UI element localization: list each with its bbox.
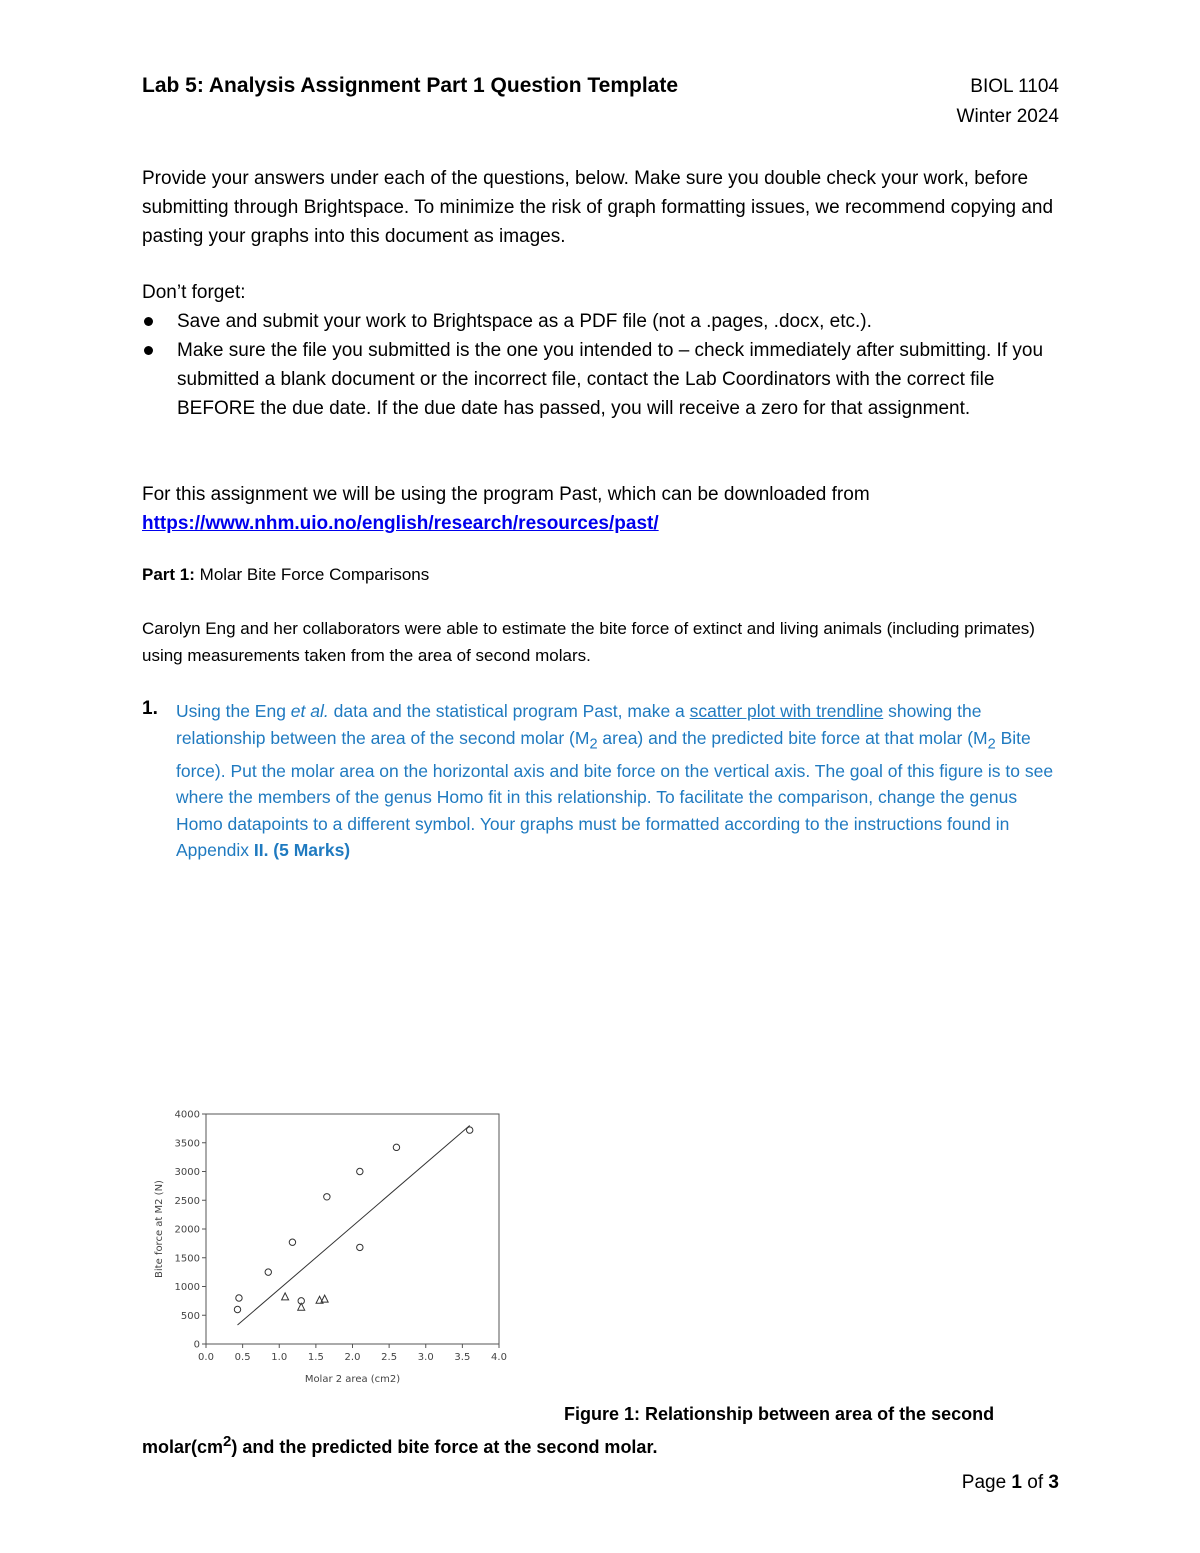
context-paragraph: Carolyn Eng and her collaborators were able to estimate the bite force of extinct and living animals (including primates) using measurements taken from the area of second molars. [142, 619, 1035, 665]
primate-datapoint [467, 1127, 473, 1133]
current-page: 1 [1011, 1472, 1022, 1493]
question-text-part: data and the statistical program Past, make a [328, 701, 690, 721]
reminder-list [142, 307, 1062, 423]
page-footer [962, 1472, 1059, 1494]
course-code: BIOL 1104 [970, 76, 1059, 97]
superscript: 2 [223, 1433, 232, 1450]
scatter-plot-link[interactable]: scatter plot with trendline [689, 701, 884, 721]
list-item [142, 336, 1062, 423]
footer-page-word: Page [961, 1472, 1007, 1493]
appendix-ref: II. [253, 840, 269, 860]
question-text-part: Using the Eng [176, 701, 291, 721]
y-tick-label: 0 [193, 1339, 200, 1351]
subscript: 2 [589, 736, 598, 752]
primate-datapoint [357, 1168, 363, 1174]
y-tick-label: 3000 [174, 1167, 200, 1178]
plot-frame [206, 1114, 499, 1344]
x-tick-label: 0.5 [234, 1352, 251, 1363]
trendline [237, 1126, 469, 1326]
x-tick-label: 1.5 [307, 1352, 324, 1363]
term-label: Winter 2024 [956, 106, 1059, 127]
x-axis-label: Molar 2 area (cm2) [304, 1374, 401, 1385]
homo-datapoint [282, 1293, 289, 1300]
part-label: Part 1: [142, 565, 195, 584]
scatter-chart [150, 1104, 520, 1394]
footer-of-word: of [1027, 1472, 1044, 1493]
y-tick-label: 2500 [174, 1195, 200, 1207]
x-tick-label: 2.5 [381, 1352, 398, 1363]
question-text [176, 698, 1066, 864]
subscript: 2 [987, 736, 996, 752]
document-title: Lab 5: Analysis Assignment Part 1 Question Template [142, 74, 679, 97]
primate-datapoint [234, 1306, 240, 1312]
x-tick-label: 2.0 [344, 1352, 361, 1363]
y-tick-label: 4000 [174, 1109, 200, 1121]
marks-label: (5 Marks) [268, 840, 351, 860]
y-tick-label: 2000 [174, 1224, 200, 1236]
y-tick-label: 1000 [174, 1282, 200, 1293]
primate-datapoint [289, 1239, 295, 1245]
primate-datapoint [265, 1269, 271, 1275]
primate-datapoint [393, 1144, 399, 1150]
homo-datapoint [321, 1295, 328, 1302]
program-text: For this assignment we will be using the program Past, which can be downloaded from [142, 484, 870, 505]
y-tick-label: 1500 [174, 1253, 200, 1265]
question-etal: et al. [290, 701, 329, 721]
figure-caption [142, 1401, 1062, 1461]
list-item-text: Make sure the file you submitted is the one you intended to – check immediately after submitting. If you submitted a blank document or the incorrect file, contact the Lab Coordinators with the correct file BEFORE the due date. If the due date has passed, you will receive a zero for that assignment. [177, 340, 1044, 419]
x-tick-label: 1.0 [271, 1352, 288, 1363]
program-paragraph [142, 480, 1062, 538]
primate-datapoint [324, 1194, 330, 1200]
caption-text: Figure 1: Relationship between area of the second molar(cm [142, 1404, 995, 1457]
question-text-part: Bite force). Put the molar area on the horizontal axis and bite force on the vertical axis. The goal of this figure is to see where the members of the genus Homo fit in this relationship. To facilitate the comparison, change the genus Homo datapoints to a different symbol. Your graphs must be formatted according to the instructions found in Appendix [176, 727, 1054, 860]
intro-paragraph: Provide your answers under each of the questions, below. Make sure you double check your work, before submitting through Brightspace. To minimize the risk of graph formatting issues, we recommend copying and pasting your graphs into this document as images. [142, 168, 1054, 247]
question-number: 1. [142, 698, 158, 719]
part-title: Molar Bite Force Comparisons [199, 565, 430, 584]
homo-datapoint [298, 1303, 305, 1310]
y-tick-label: 3500 [174, 1138, 200, 1150]
dont-forget-heading: Don’t forget: [142, 282, 246, 303]
list-item-text: Save and submit your work to Brightspace as a PDF file (not a .pages, .docx, etc.). [177, 311, 872, 332]
caption-text: ) and the predicted bite force at the second molar. [231, 1437, 658, 1457]
figure-1 [150, 1104, 520, 1394]
question-text-part: showing the relationship between the area of the second molar (M [176, 701, 982, 748]
question-text-part: area) and the predicted bite force at that molar (M [597, 727, 988, 748]
total-pages: 3 [1048, 1472, 1059, 1493]
list-item [142, 307, 1062, 336]
primate-datapoint [357, 1244, 363, 1250]
part-heading [142, 563, 429, 587]
y-tick-label: 500 [180, 1310, 200, 1322]
primate-datapoint [236, 1295, 242, 1301]
x-tick-label: 4.0 [491, 1352, 507, 1363]
bullet-icon [144, 346, 153, 355]
bullet-icon [144, 317, 153, 326]
x-tick-label: 0.0 [198, 1352, 214, 1363]
y-axis-label: Bite force at M2 (N) [154, 1180, 165, 1278]
x-tick-label: 3.5 [454, 1352, 471, 1363]
past-download-link[interactable]: https://www.nhm.uio.no/english/research/resources/past/ [142, 513, 659, 534]
x-tick-label: 3.0 [417, 1352, 434, 1363]
